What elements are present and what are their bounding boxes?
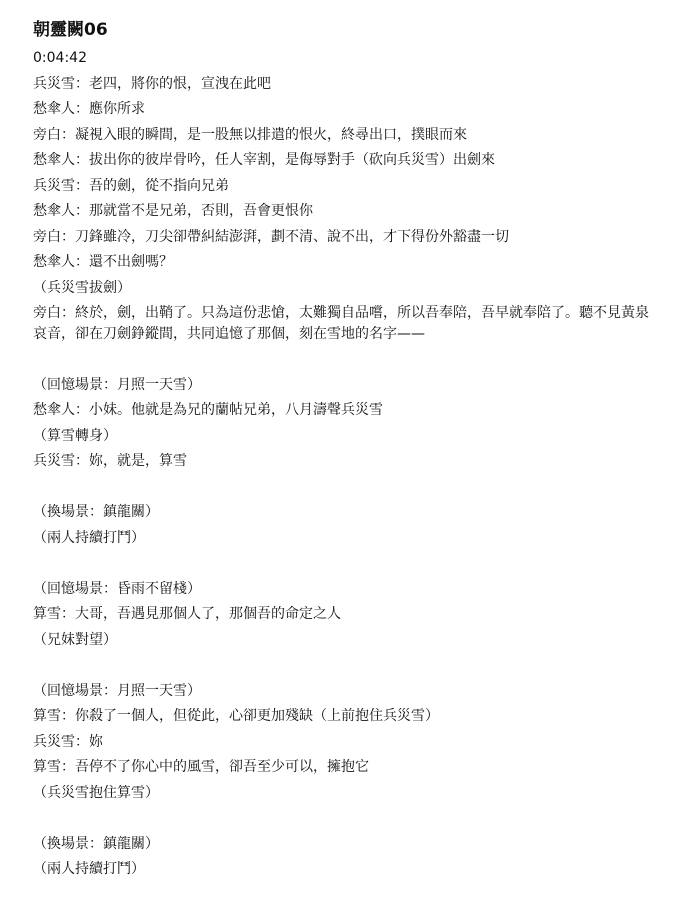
script-line: 愁傘人：那就當不是兄弟，否則，吾會更恨你	[33, 203, 313, 219]
stage-direction: （算雪轉身）	[33, 427, 117, 444]
stage-direction: （換場景：鎮龍關）	[33, 835, 159, 852]
blank-line	[33, 551, 658, 577]
script-line: 愁傘人：還不出劍嗎？	[33, 254, 173, 270]
blank-line	[33, 475, 658, 501]
stage-direction: （兩人持續打鬥）	[33, 529, 145, 546]
script-line: 兵災雪：老四，將你的恨，宣洩在此吧	[33, 75, 271, 92]
stage-direction: （兩人持續打鬥）	[33, 861, 145, 877]
blank-line	[33, 347, 658, 373]
stage-direction: （回憶場景：月照一天雪）	[33, 682, 201, 699]
script-line: 愁傘人：拔出你的彼岸骨吟，任人宰割，是侮辱對手（砍向兵災雪）出劍來	[33, 152, 495, 168]
script-line: 旁白：凝視入眼的瞬間，是一股無以排遣的恨火，終尋出口，撲眼而來	[33, 126, 467, 143]
stage-direction: （兵災雪拔劍）	[33, 279, 131, 296]
stage-direction: （回憶場景：昏雨不留棧）	[33, 580, 201, 597]
script-line: 算雪：吾停不了你心中的風雪，卻吾至少可以，擁抱它	[33, 759, 369, 775]
script-line: 算雪：你殺了一個人，但從此，心卻更加殘缺（上前抱住兵災雪）	[33, 708, 439, 724]
script-line: 兵災雪：妳	[33, 733, 103, 750]
stage-direction: （換場景：鎮龍關）	[33, 504, 159, 520]
document-title: 朝靈闕06	[33, 20, 108, 40]
script-line: 旁白：刀鋒雖冷，刀尖卻帶糾結澎湃，劃不清、說不出，才下得份外豁盡一切	[33, 228, 509, 245]
stage-direction: （兄妹對望）	[33, 631, 117, 648]
script-line: 兵災雪：妳，就是，算雪	[33, 453, 187, 469]
script-line: 愁傘人：應你所求	[33, 101, 145, 117]
script-line: 愁傘人：小妹。他就是為兄的蘭帖兄弟，八月濤聲兵災雪	[33, 402, 383, 418]
script-line: 算雪：大哥，吾遇見那個人了，那個吾的命定之人	[33, 606, 341, 622]
script-line: 旁白：終於，劍，出鞘了。只為這份悲愴，太難獨自品嚐，所以吾奉陪，吾早就奉陪了。聽不見黃泉哀音，卻在刀劍錚鏦間，共同追憶了那個，刻在雪地的名字——	[33, 305, 649, 342]
timestamp: 0:04:42	[33, 50, 87, 66]
stage-direction: （兵災雪抱住算雪）	[33, 784, 159, 801]
script-line: 兵災雪：吾的劍，從不指向兄弟	[33, 177, 229, 194]
blank-line	[33, 653, 658, 679]
stage-direction: （回憶場景：月照一天雪）	[33, 376, 201, 393]
script-document	[33, 18, 658, 883]
blank-line	[33, 806, 658, 832]
